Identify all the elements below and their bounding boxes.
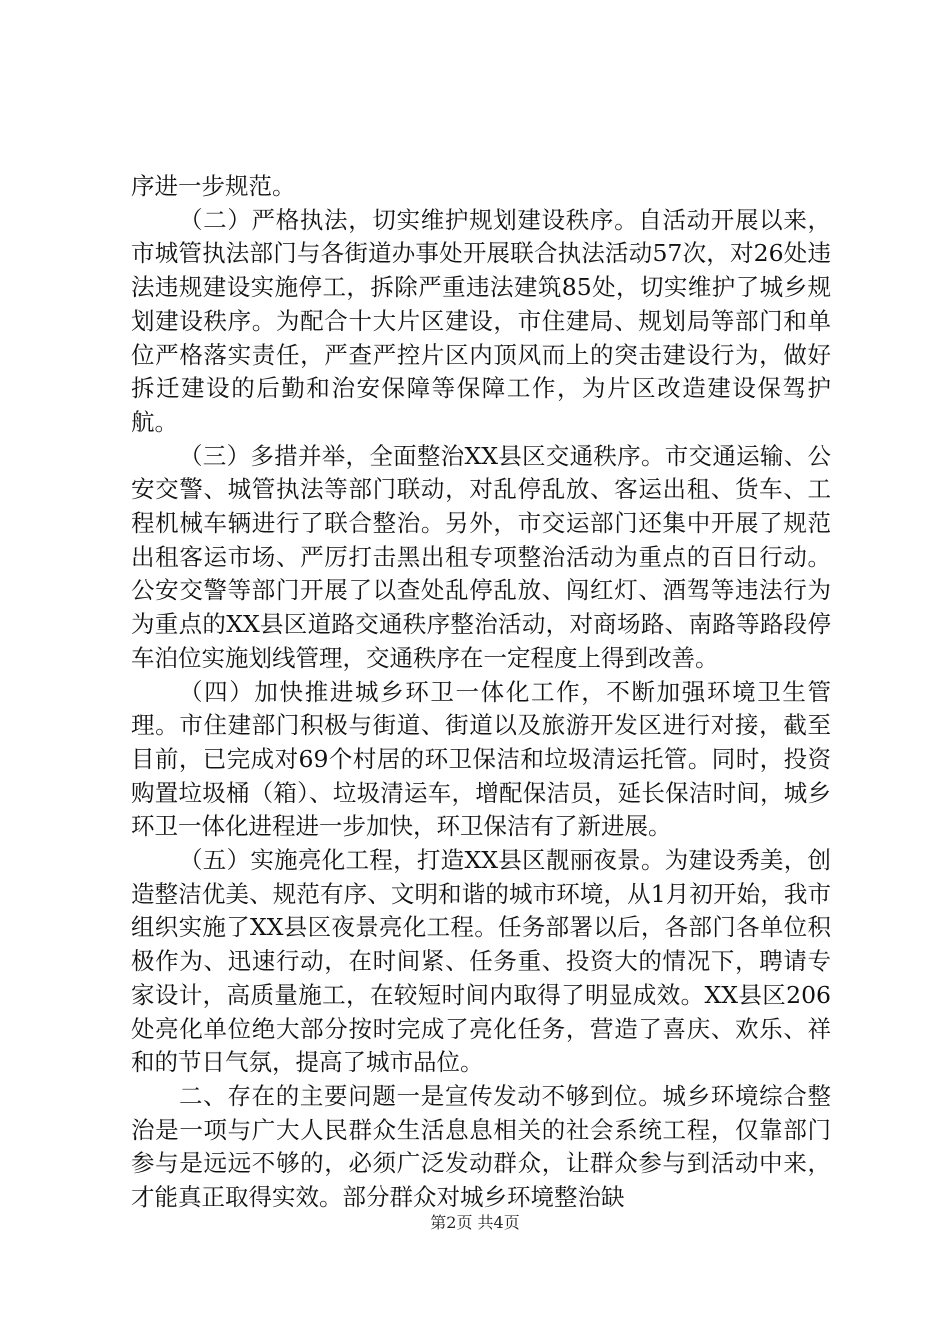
paragraph-main-problems: 二、存在的主要问题一是宣传发动不够到位。城乡环境综合整治是一项与广大人民群众生活息息相关的社会系统工程，仅靠部门参与是远远不够的，必须广泛发动群众，让群众参与到活动中来，才能真正取得实效。部分群众对城乡环境整治缺	[131, 1081, 831, 1212]
paragraph-sanitation: （四）加快推进城乡环卫一体化工作，不断加强环境卫生管理。市住建部门积极与街道、街道以及旅游开发区进行对接，截至目前，已完成对69个村居的环卫保洁和垃圾清运托管。同时，投资购置垃圾桶（箱）、垃圾清运车，增配保洁员，延长保洁时间，城乡环卫一体化进程进一步加快，环卫保洁有了新进展。	[131, 677, 831, 841]
paragraph-strict-enforcement: （二）严格执法，切实维护规划建设秩序。自活动开展以来，市城管执法部门与各街道办事处开展联合执法活动57次，对26处违法违规建设实施停工，拆除严重违法建筑85处，切实维护了城乡规划建设秩序。为配合十大片区建设，市住建局、规划局等部门和单位严格落实责任，严查严控片区内顶风而上的突击建设行为，做好拆迁建设的后勤和治安保障等保障工作，为片区改造建设保驾护航。	[131, 205, 831, 436]
page-number-footer: 第2页 共4页	[430, 1213, 520, 1232]
paragraph-lighting-project: （五）实施亮化工程，打造XX县区靓丽夜景。为建设秀美，创造整洁优美、规范有序、文明和谐的城市环境，从1月初开始，我市组织实施了XX县区夜景亮化工程。任务部署以后，各部门各单位积极作为、迅速行动，在时间紧、任务重、投资大的情况下，聘请专家设计，高质量施工，在较短时间内取得了明显成效。XX县区206处亮化单位绝大部分按时完成了亮化任务，营造了喜庆、欢乐、祥和的节日气氛，提高了城市品位。	[131, 846, 831, 1077]
paragraph-traffic-order: （三）多措并举，全面整治XX县区交通秩序。市交通运输、公安交警、城管执法等部门联动，对乱停乱放、客运出租、货车、工程机械车辆进行了联合整治。另外，市交运部门还集中开展了规范出租客运市场、严厉打击黑出租专项整治活动为重点的百日行动。公安交警等部门开展了以查处乱停乱放、闯红灯、酒驾等违法行为为重点的XX县区道路交通秩序整治活动，对商场路、南路等路段停车泊位实施划线管理，交通秩序在一定程度上得到改善。	[131, 441, 831, 672]
document-body	[131, 170, 831, 1215]
paragraph-continuation: 序进一步规范。	[131, 172, 296, 200]
